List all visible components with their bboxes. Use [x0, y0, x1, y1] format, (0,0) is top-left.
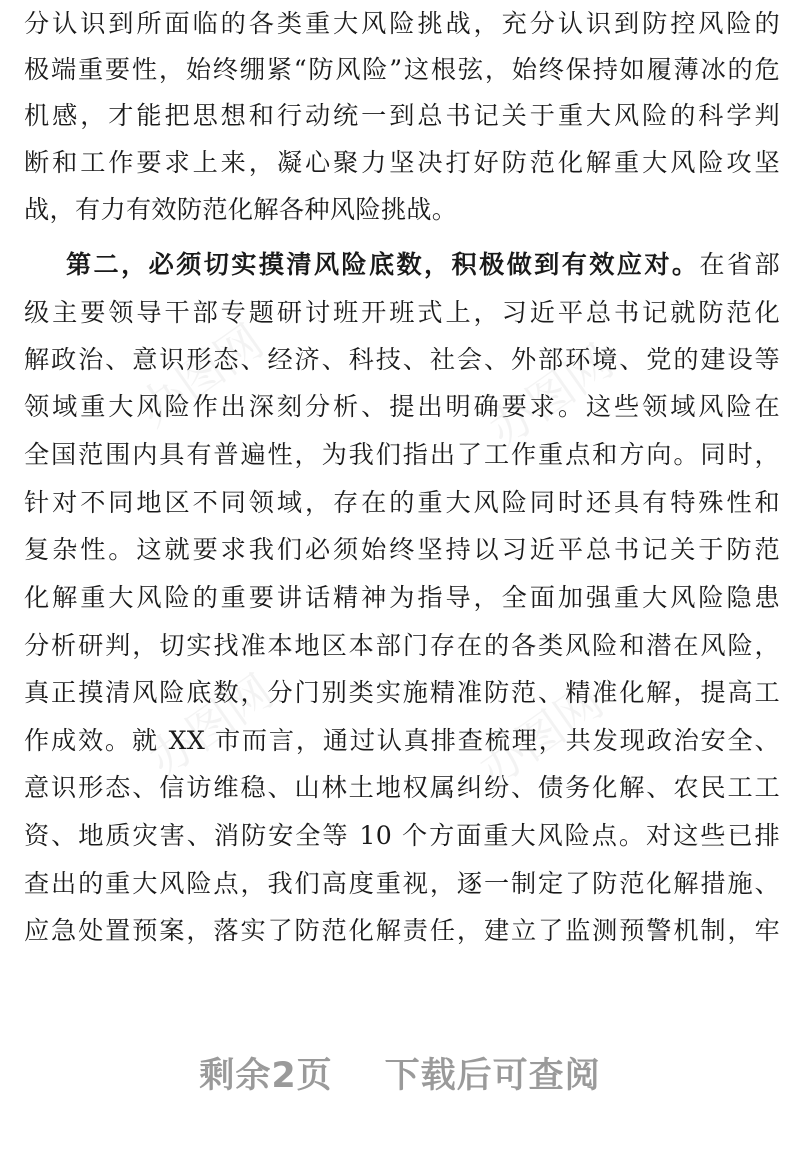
download-to-view-label: 下载后可查阅 — [384, 1056, 601, 1096]
paragraph2-line: 资、地质灾害、消防安全等 10 个方面重大风险点。对这些已排 — [24, 821, 780, 850]
paragraph2-line: 真正摸清风险底数，分门别类实施精准防范、精准化解，提高工 — [24, 678, 780, 707]
paragraph2-line: 复杂性。这就要求我们必须始终坚持以习近平总书记关于防范 — [24, 535, 780, 564]
paragraph1-line: 战，有力有效防范化解各种风险挑战。 — [24, 195, 458, 224]
paragraph2-line: 意识形态、信访维稳、山林土地权属纠纷、债务化解、农民工工 — [24, 773, 780, 802]
paragraph2-line: 级主要领导干部专题研讨班开班式上，习近平总书记就防范化 — [24, 298, 780, 327]
paragraph2-line: 针对不同地区不同领域，存在的重大风险同时还具有特殊性和 — [24, 488, 780, 517]
watermark: 办图网 — [138, 663, 283, 788]
paragraph1-line: 断和工作要求上来，凝心聚力坚决打好防范化解重大风险攻坚 — [24, 148, 780, 177]
watermark: 办图网 — [128, 313, 273, 438]
paragraph2-line: 全国范围内具有普遍性，为我们指出了工作重点和方向。同时， — [24, 440, 780, 469]
paragraph2-first-line — [66, 245, 780, 285]
watermark: 办图网 — [468, 673, 613, 798]
paragraph2-first-rest: 在省部 — [699, 250, 780, 279]
paragraph2-line: 查出的重大风险点，我们高度重视，逐一制定了防范化解措施、 — [24, 869, 780, 898]
paragraph1-line: 分认识到所面临的各类重大风险挑战，充分认识到防控风险的 — [24, 9, 780, 38]
paragraph2-line: 作成效。就 XX 市而言，通过认真排查梳理，共发现政治安全、 — [24, 726, 780, 755]
paragraph2-line: 分析研判，切实找准本地区本部门存在的各类风险和潜在风险， — [24, 631, 780, 660]
paragraph1-line: 极端重要性，始终绷紧“防风险”这根弦，始终保持如履薄冰的危 — [24, 55, 780, 84]
paragraph2-line: 解政治、意识形态、经济、科技、社会、外部环境、党的建设等 — [24, 345, 780, 374]
watermark: 办图网 — [478, 333, 623, 458]
paragraph2-line: 领域重大风险作出深刻分析、提出明确要求。这些领域风险在 — [24, 392, 780, 421]
remaining-pages-label: 剩余2页 — [199, 1056, 333, 1096]
paragraph2-line: 化解重大风险的重要讲话精神为指导，全面加强重大风险隐患 — [24, 583, 780, 612]
paragraph2-lead: 第二，必须切实摸清风险底数，积极做到有效应对。 — [66, 250, 700, 279]
download-prompt[interactable] — [0, 1048, 800, 1098]
paragraph2-line: 应急处置预案，落实了防范化解责任，建立了监测预警机制，牢 — [24, 916, 780, 945]
paragraph1-line: 机感，才能把思想和行动统一到总书记关于重大风险的科学判 — [24, 101, 780, 130]
